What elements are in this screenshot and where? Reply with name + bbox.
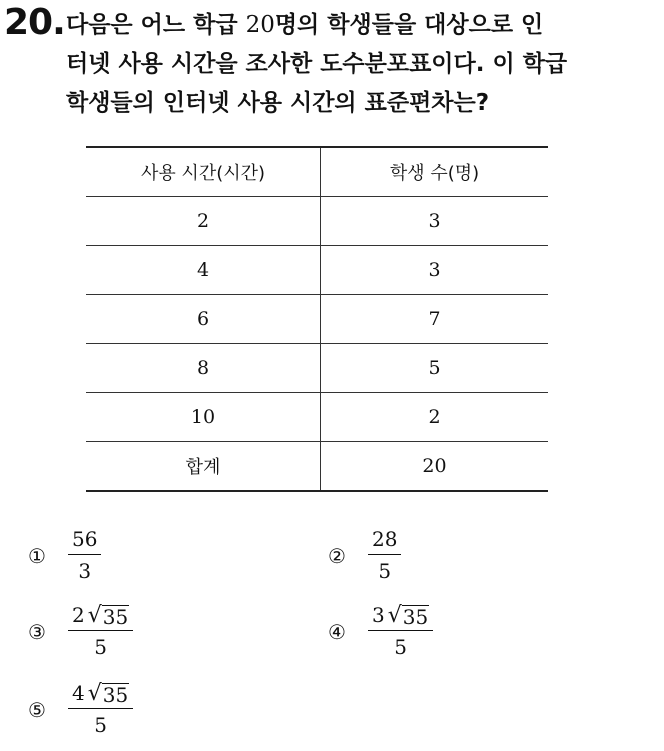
choice-2-numerator: 28 — [368, 526, 401, 555]
choice-2-denominator: 5 — [378, 559, 392, 583]
frequency-table — [86, 146, 548, 492]
choice-3[interactable] — [28, 602, 133, 661]
choice-3-fraction — [68, 602, 133, 661]
choice-5-numerator — [68, 680, 133, 709]
sqrt-symbol — [88, 682, 129, 706]
cell-time: 6 — [86, 295, 321, 344]
choice-5-fraction — [68, 680, 133, 739]
choice-3-numerator — [68, 602, 133, 631]
cell-count: 3 — [321, 197, 549, 246]
choice-2-marker: ② — [328, 543, 346, 568]
choice-4-fraction — [368, 602, 433, 661]
sqrt-symbol — [88, 604, 129, 628]
choice-5[interactable] — [28, 680, 133, 739]
cell-count: 5 — [321, 344, 549, 393]
stem-line-1-pre: 다음은 어느 학급 — [66, 12, 246, 38]
cell-time: 2 — [86, 197, 321, 246]
choice-4-coefficient: 3 — [372, 603, 385, 627]
cell-time: 10 — [86, 393, 321, 442]
total-count: 20 — [321, 442, 549, 492]
choice-4-numerator — [368, 602, 433, 631]
question-stem — [66, 6, 656, 123]
choice-3-denominator: 5 — [94, 635, 107, 659]
choice-3-radicand: 35 — [102, 605, 129, 629]
table-row — [86, 344, 548, 393]
table-row — [86, 295, 548, 344]
cell-time: 8 — [86, 344, 321, 393]
stem-line-1 — [66, 6, 656, 45]
stem-line-2: 터넷 사용 시간을 조사한 도수분포표이다. 이 학급 — [66, 51, 568, 77]
total-label: 합계 — [86, 442, 321, 492]
table-row — [86, 393, 548, 442]
choice-2-fraction — [368, 526, 401, 585]
choice-5-coefficient: 4 — [72, 681, 85, 705]
choice-5-denominator: 5 — [94, 713, 107, 737]
choice-3-coefficient: 2 — [72, 603, 85, 627]
choice-2[interactable] — [328, 526, 401, 585]
choice-4-marker: ④ — [328, 619, 346, 644]
table-row — [86, 246, 548, 295]
choice-5-marker: ⑤ — [28, 697, 46, 722]
cell-time: 4 — [86, 246, 321, 295]
table-total-row — [86, 442, 548, 492]
radical-sign-icon: √ — [87, 603, 102, 628]
choice-1-fraction — [68, 526, 101, 585]
choice-3-marker: ③ — [28, 619, 46, 644]
header-student-count: 학생 수(명) — [321, 147, 549, 197]
choice-1-denominator: 3 — [78, 559, 92, 583]
choice-5-radicand: 35 — [102, 683, 129, 707]
header-usage-time: 사용 시간(시간) — [86, 147, 321, 197]
choice-4-radicand: 35 — [402, 605, 429, 629]
choice-4-denominator: 5 — [394, 635, 407, 659]
table-row — [86, 197, 548, 246]
cell-count: 7 — [321, 295, 549, 344]
choice-1[interactable] — [28, 526, 101, 585]
radical-sign-icon: √ — [87, 681, 102, 706]
choice-1-numerator: 56 — [68, 526, 101, 555]
stem-line-3: 학생들의 인터넷 사용 시간의 표준편차는? — [66, 90, 490, 116]
cell-count: 2 — [321, 393, 549, 442]
stem-line-1-number: 20 — [245, 12, 275, 38]
cell-count: 3 — [321, 246, 549, 295]
question-number: 20. — [4, 2, 65, 43]
choice-1-marker: ① — [28, 543, 46, 568]
stem-line-1-post: 명의 학생들을 대상으로 인 — [274, 12, 544, 38]
choice-4[interactable] — [328, 602, 433, 661]
sqrt-symbol — [388, 604, 429, 628]
radical-sign-icon: √ — [387, 603, 402, 628]
table-header-row — [86, 147, 548, 197]
